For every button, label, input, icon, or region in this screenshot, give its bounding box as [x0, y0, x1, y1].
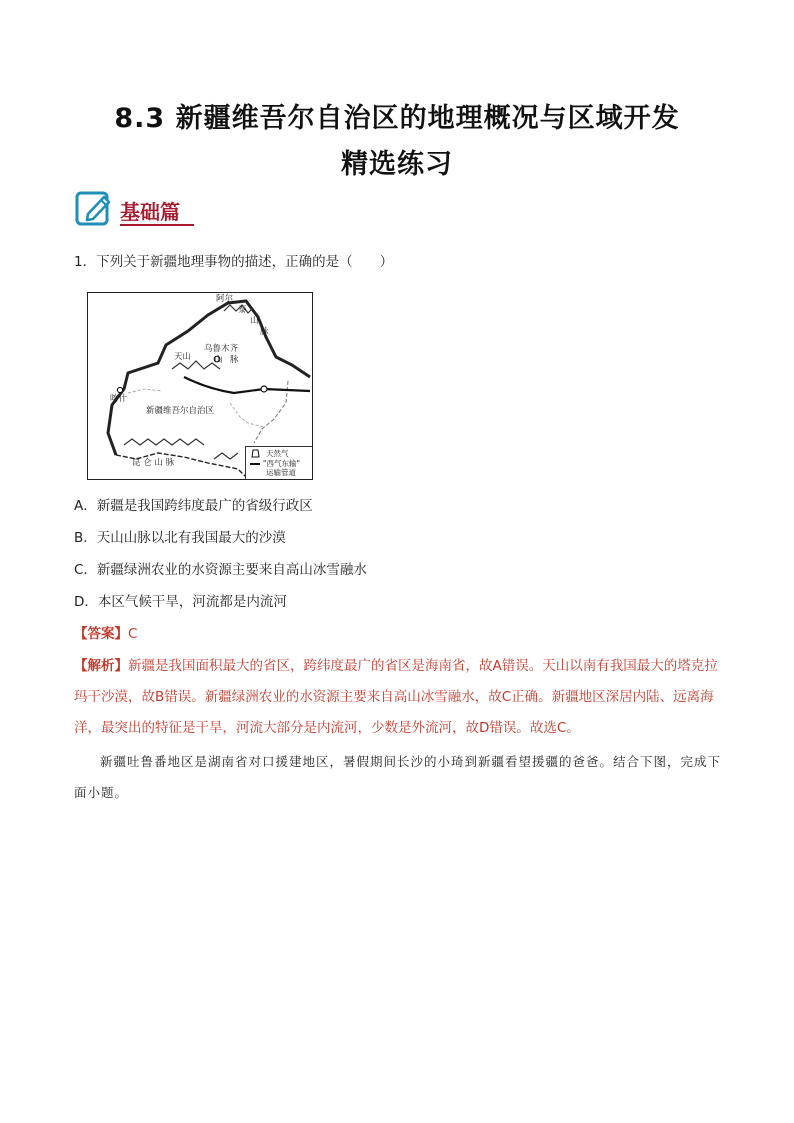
- tianshan-range: [172, 361, 220, 369]
- label-altai-2: 泰: [238, 305, 247, 315]
- section-underline: [120, 224, 194, 226]
- explanation-text: 新疆是我国面积最大的省区，跨纬度最广的省区是海南省，故A错误。天山以南有我国最大的塔克拉玛干沙漠，故B错误。新疆绿洲农业的水资源主要来自高山冰雪融水，故C正确。新疆地区深居内陆、远离海洋，最突出的特征是干旱，河流大部分是内流河，少数是外流河，故D错误。故选C。: [74, 658, 718, 736]
- province-line-1: [230, 403, 264, 427]
- pipeline-node: [261, 386, 267, 392]
- kunlun-range: [124, 439, 204, 445]
- option-b: B．天山山脉以北有我国最大的沙漠: [74, 530, 286, 546]
- page-title-line1: 8.3 新疆维吾尔自治区的地理概况与区域开发: [114, 103, 680, 134]
- label-tianshan-3: 脉: [230, 355, 239, 365]
- gas-pipeline: [184, 377, 310, 393]
- page-title-line2: 精选练习: [341, 149, 453, 180]
- map-legend: [245, 446, 313, 480]
- option-c: C．新疆绿洲农业的水资源主要来自高山冰雪融水: [74, 562, 367, 578]
- label-altai-4: 脉: [260, 327, 269, 337]
- legend-pipe-2: 运输管道: [266, 468, 296, 477]
- section-label: 基础篇: [120, 200, 180, 224]
- answer-value: C: [128, 626, 138, 642]
- label-tianshan-1: 天山: [174, 352, 192, 362]
- explanation: [74, 651, 724, 744]
- answer-line: [74, 622, 137, 642]
- xinjiang-border: [108, 301, 310, 455]
- label-kashgar: 喀什: [110, 394, 128, 404]
- legend-gas: 天然气: [266, 449, 289, 458]
- gas-field-icon: [252, 450, 259, 457]
- label-tianshan-2: 山: [214, 355, 223, 365]
- label-kunlun: 昆 仑 山 脉: [132, 458, 175, 468]
- xinjiang-map: [87, 292, 313, 480]
- answer-tag: 【答案】: [74, 626, 128, 642]
- label-altai-3: 山: [250, 316, 259, 326]
- label-altai-1: 阿尔: [216, 294, 234, 304]
- reading-passage: 新疆吐鲁番地区是湖南省对口援建地区，暑假期间长沙的小琦到新疆看望援疆的爸爸。结合下图，完成下面小题。: [74, 754, 722, 800]
- option-d: D．本区气候干旱，河流都是内流河: [74, 594, 287, 610]
- explanation-tag: 【解析】: [74, 658, 128, 674]
- label-urumqi: 乌鲁木齐: [204, 344, 239, 354]
- edit-pencil-icon: [74, 188, 114, 228]
- province-line-2: [128, 389, 162, 393]
- kashgar-dot: [117, 387, 122, 392]
- option-a: A．新疆是我国跨纬度最广的省级行政区: [74, 498, 313, 514]
- question-stem: 1．下列关于新疆地理事物的描述，正确的是（ ）: [74, 254, 394, 270]
- altun-range: [214, 453, 238, 459]
- label-xinjiang: 新疆维吾尔自治区: [146, 406, 215, 416]
- legend-pipe-1: "西气东输": [263, 459, 300, 468]
